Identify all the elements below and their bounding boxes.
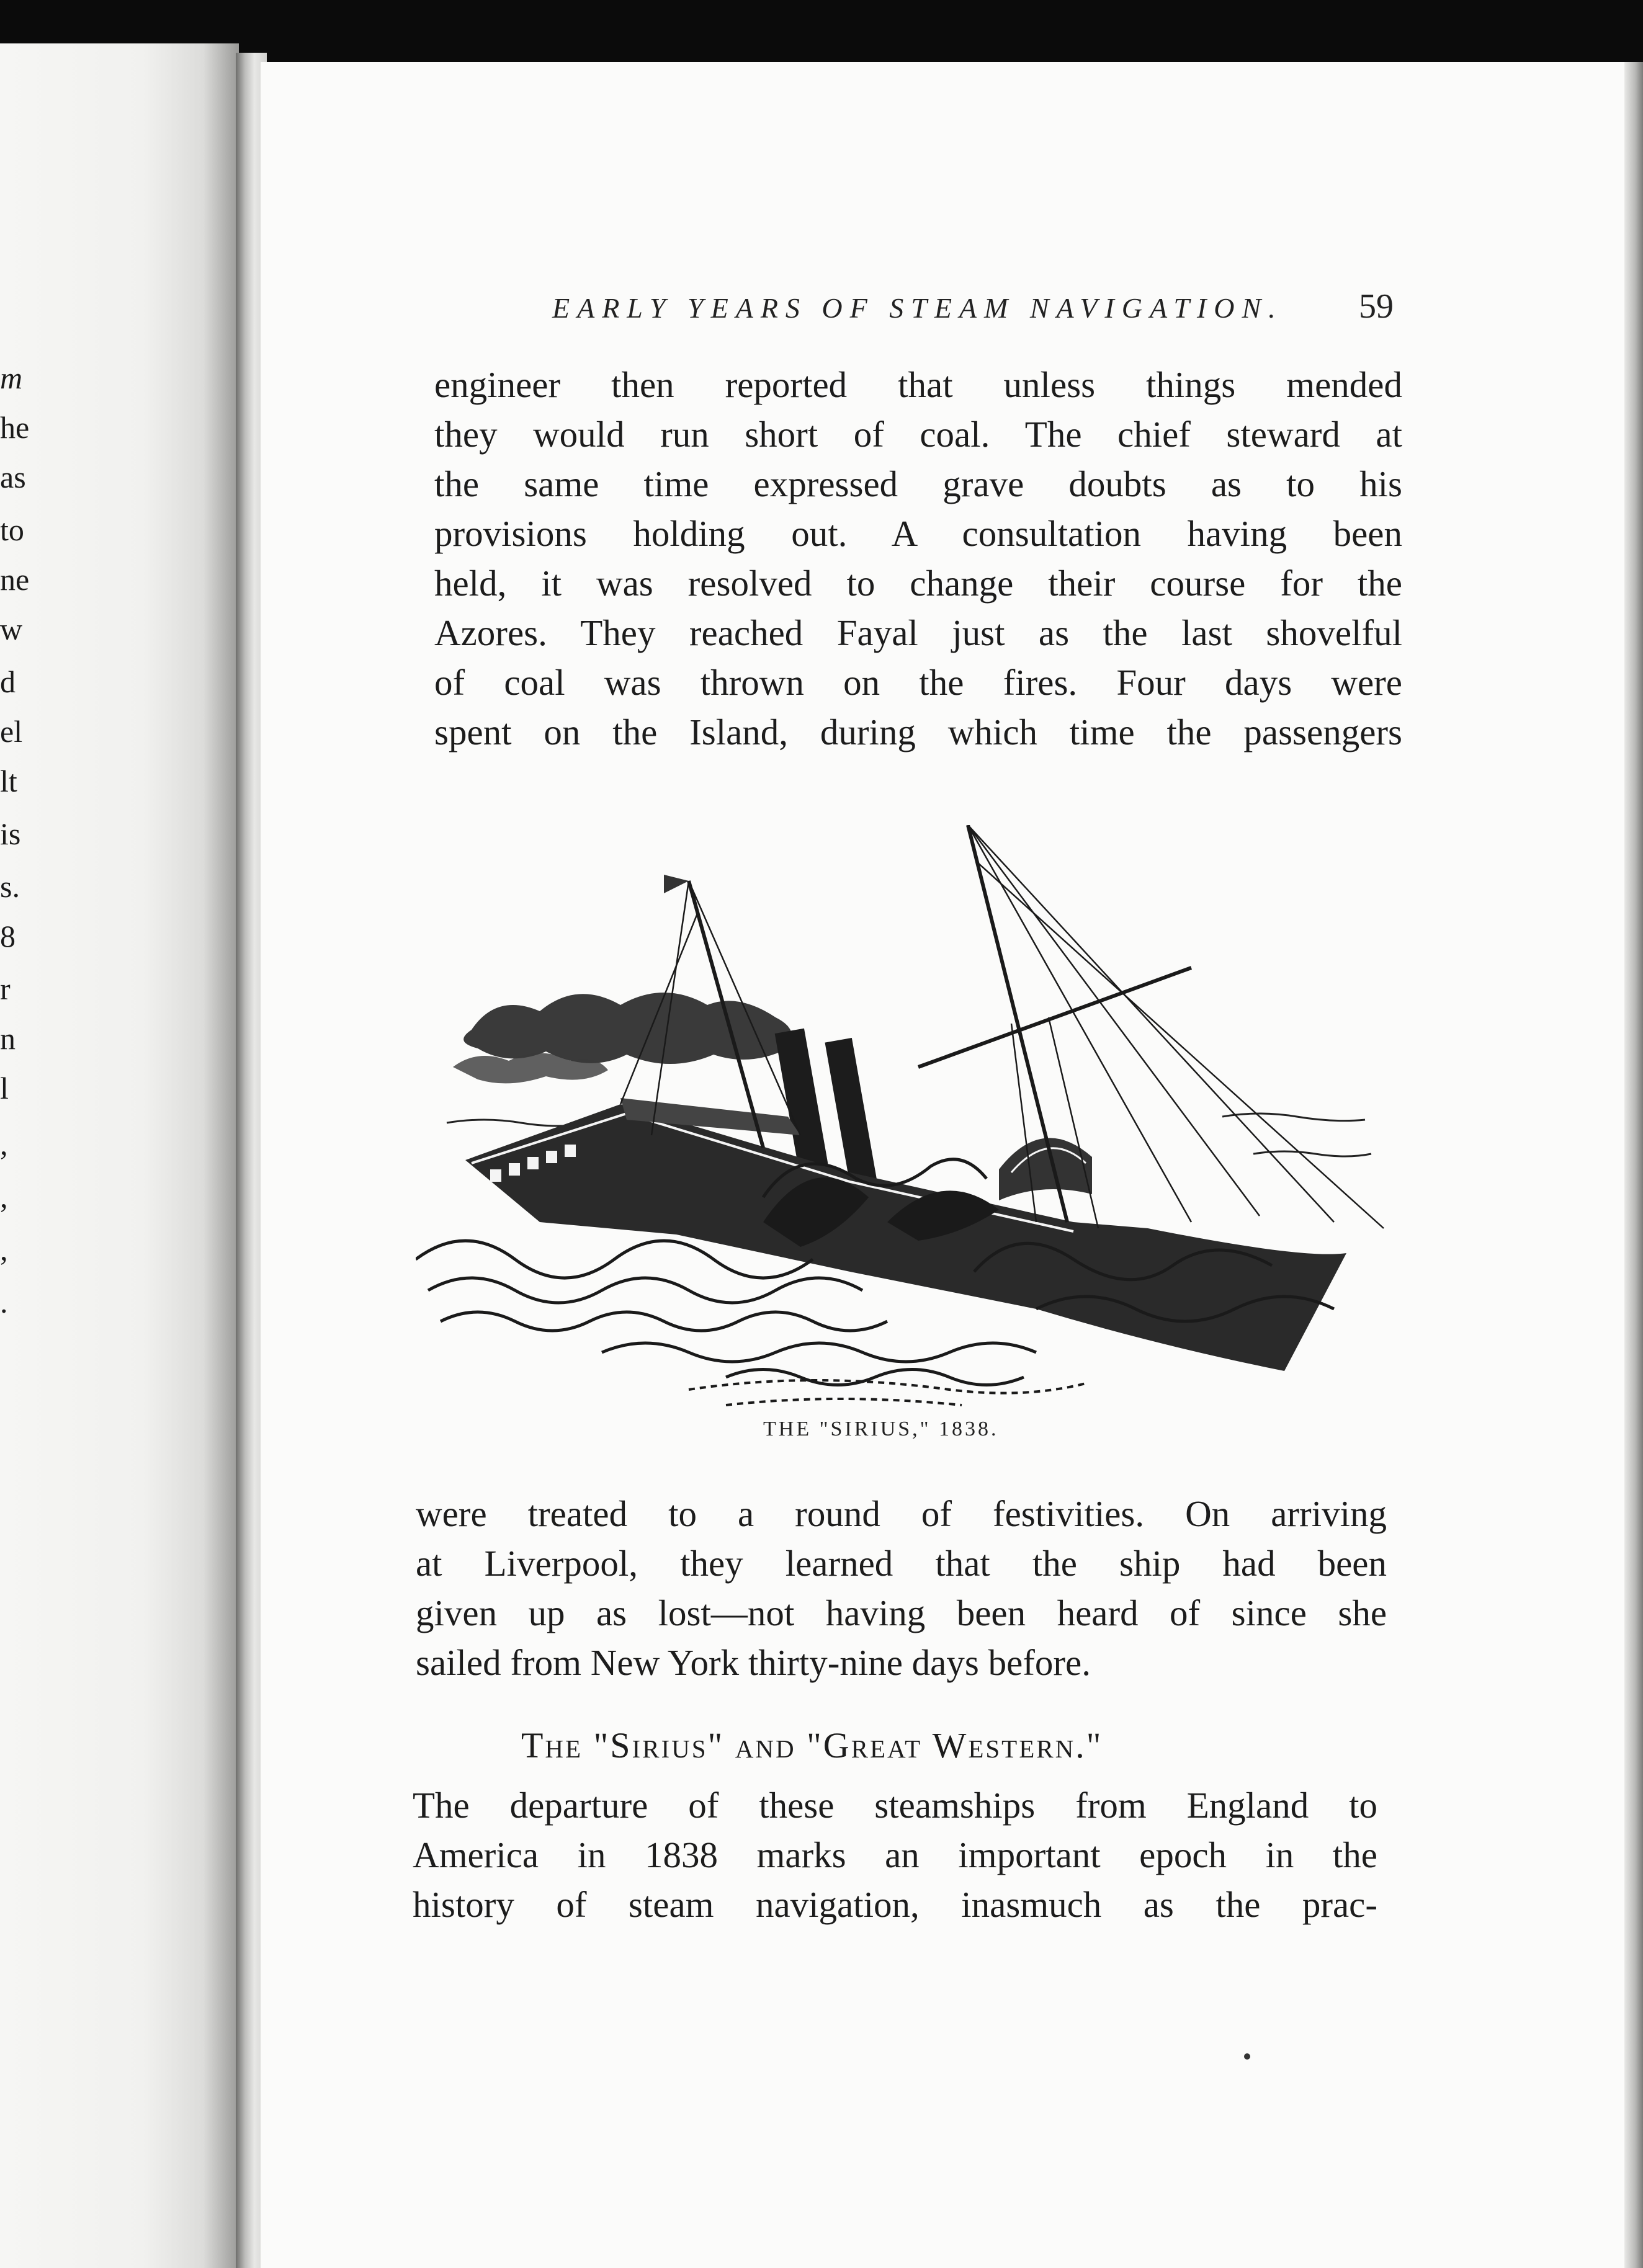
text-line: given up as lost—not having been heard of since she [416, 1592, 1387, 1633]
left-page-fragment: m [0, 360, 23, 395]
ink-speck [1244, 2053, 1250, 2060]
illustration-caption: THE "SIRIUS," 1838. [763, 1418, 999, 1440]
paragraph-3 [413, 1780, 1377, 1929]
ship-illustration [416, 825, 1390, 1414]
left-page-fragment: lt [0, 764, 17, 798]
text-line: Azores. They reached Fayal just as the last shovelful [434, 612, 1402, 653]
left-page-fragment: 8 [0, 919, 16, 953]
left-page-fragment: , [0, 1179, 8, 1214]
text-line: America in 1838 marks an important epoch in the [413, 1834, 1377, 1875]
text-line: spent on the Island, during which time the passengers [434, 712, 1402, 752]
left-page-fragment: n [0, 1021, 16, 1056]
text-line: sailed from New York thirty-nine days before. [416, 1642, 1091, 1683]
text-line: provisions holding out. A consultation having been [434, 513, 1402, 554]
text-line: at Liverpool, they learned that the ship had been [416, 1543, 1387, 1584]
left-page-fragment: l [0, 1071, 9, 1105]
left-page-fragment: is [0, 816, 21, 851]
paragraph-1 [434, 360, 1402, 757]
text-line: The departure of these steamships from England to [413, 1785, 1377, 1826]
left-page-fragment: he [0, 410, 30, 445]
left-page-fragment: el [0, 714, 23, 749]
text-line: they would run short of coal. The chief steward at [434, 414, 1402, 455]
page-number: 59 [1359, 287, 1394, 326]
text-line: of coal was thrown on the fires. Four days were [434, 662, 1402, 703]
paragraph-2 [416, 1489, 1387, 1687]
text-line: held, it was resolved to change their course for the [434, 563, 1402, 604]
left-page-fragment: r [0, 971, 11, 1006]
text-line: were treated to a round of festivities. On arriving [416, 1493, 1387, 1534]
running-head: EARLY YEARS OF STEAM NAVIGATION. [552, 292, 1283, 324]
left-page-fragment: . [0, 1285, 8, 1319]
text-line: engineer then reported that unless things mended [434, 364, 1402, 405]
left-page-fragment: to [0, 512, 24, 547]
left-page-fragment: as [0, 460, 26, 494]
text-line: history of steam navigation, inasmuch as the prac- [413, 1884, 1377, 1925]
left-page-fragment: , [0, 1232, 8, 1267]
text-line: the same time expressed grave doubts as to his [434, 463, 1402, 504]
left-page-fragment: ne [0, 562, 30, 597]
left-page-fragment: s. [0, 869, 20, 904]
page-edge [1624, 62, 1643, 2268]
section-heading: The "Sirius" and "Great Western." [521, 1725, 1103, 1766]
left-page-fragment: d [0, 664, 16, 699]
left-facing-page [0, 43, 239, 2268]
left-page-fragment: w [0, 612, 23, 646]
left-page-fragment: , [0, 1127, 8, 1161]
